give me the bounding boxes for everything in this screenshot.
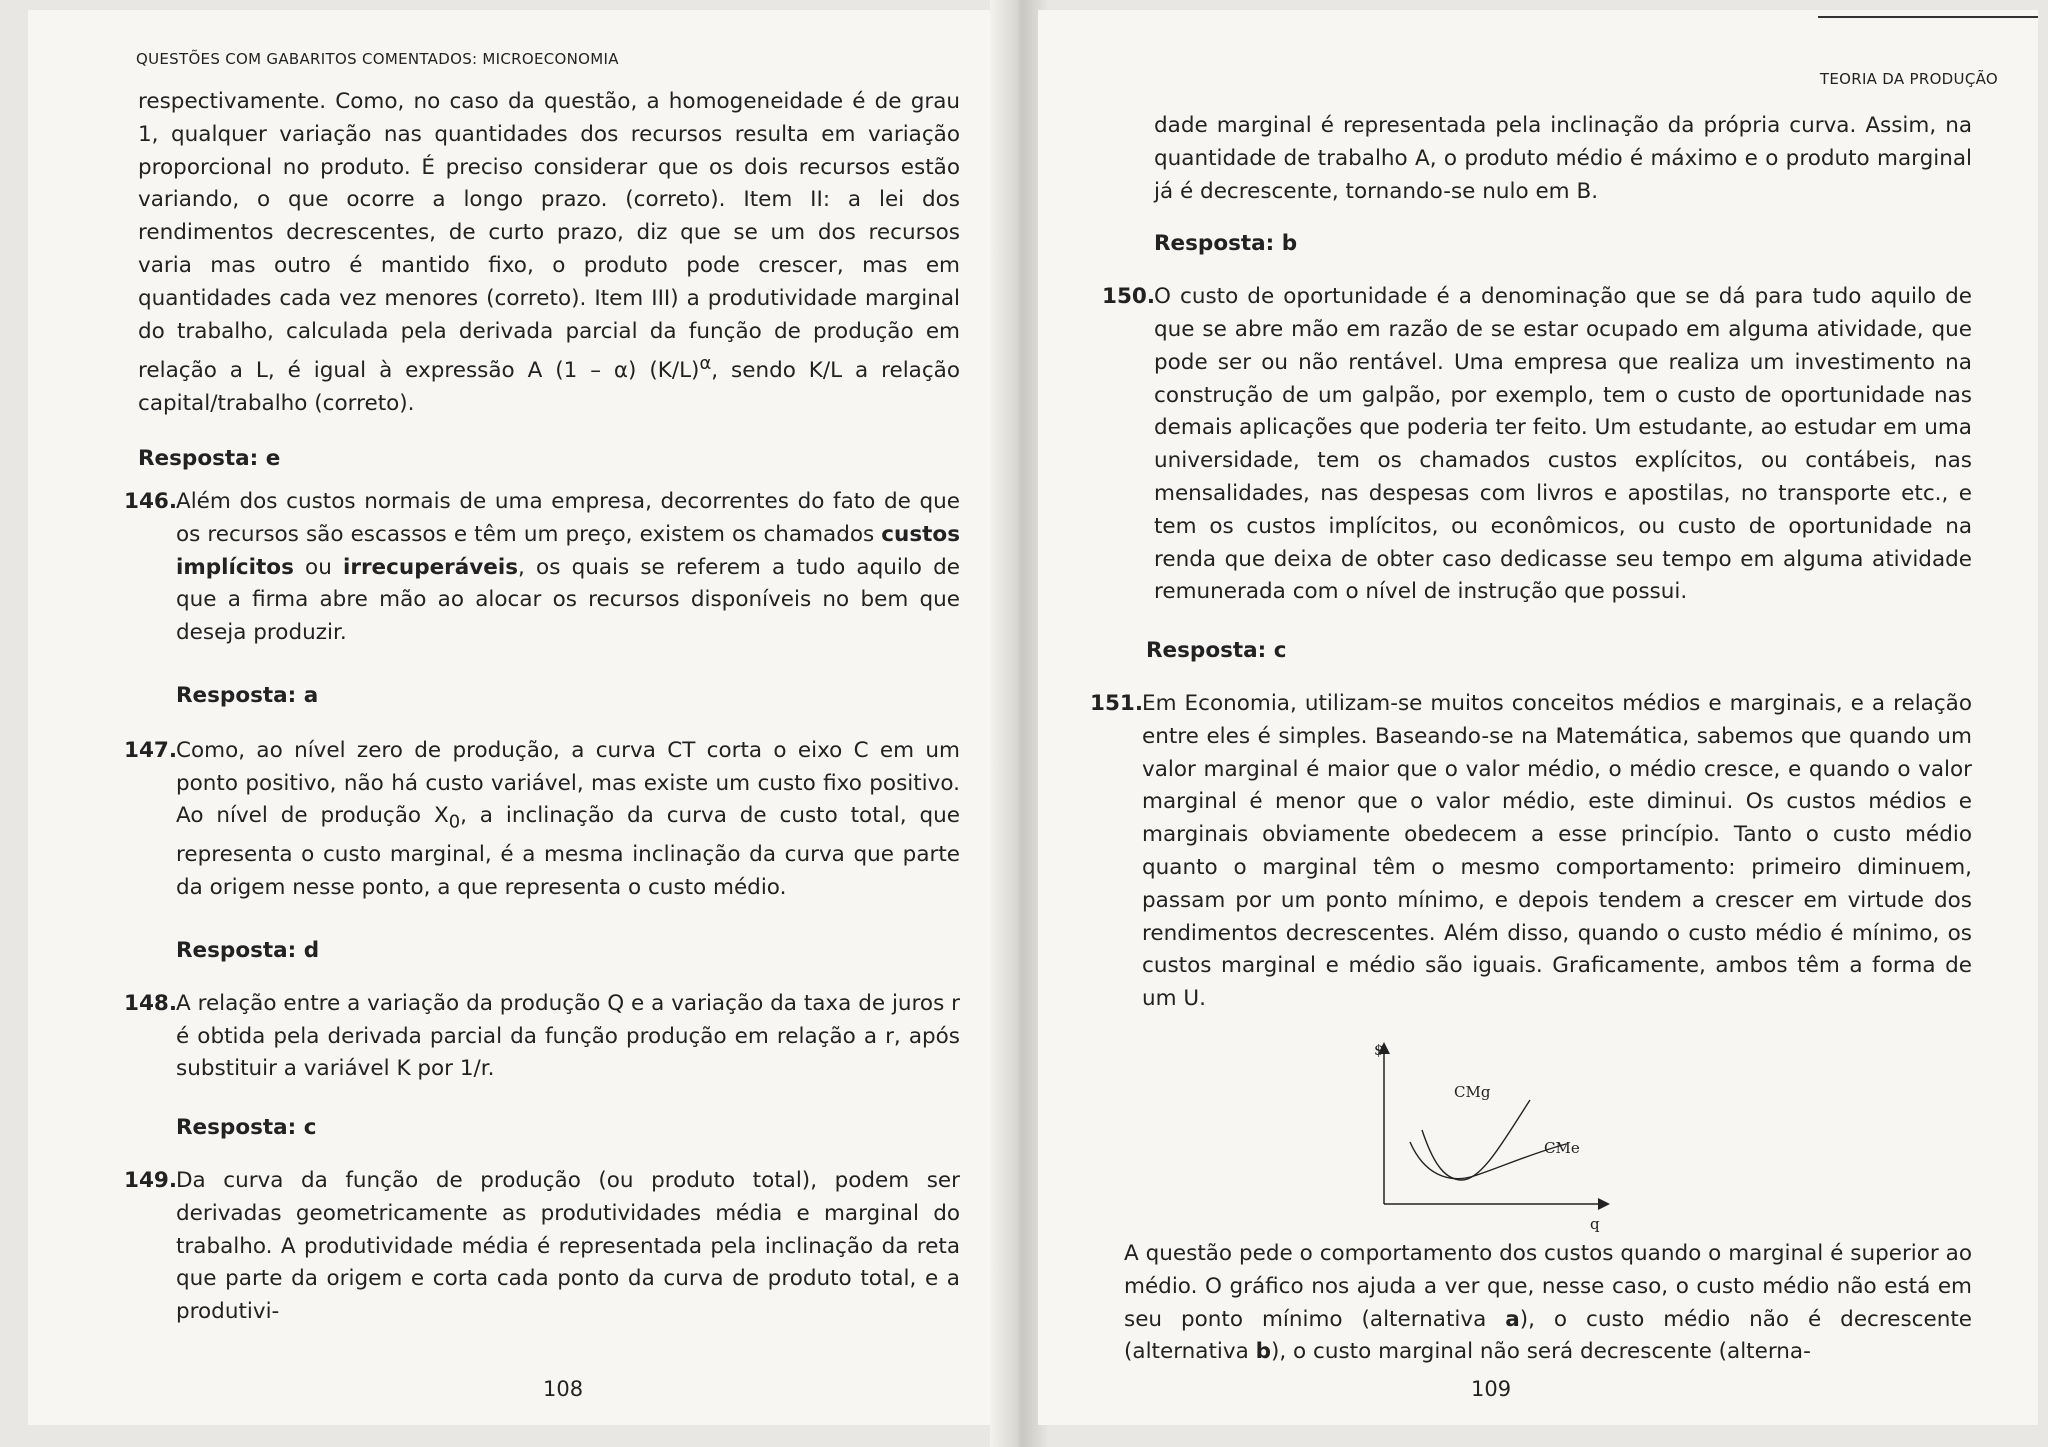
y-axis-label: $ — [1374, 1040, 1384, 1059]
text-part: ), o custo médio não é decrescente (alternativa — [1124, 1306, 1972, 1365]
text-part: ou — [293, 554, 343, 580]
bold-term: custos implícitos — [176, 521, 960, 580]
left-page-number: 108 — [543, 1377, 584, 1401]
question-number: 150. — [1102, 284, 1156, 310]
bold-term: a — [1505, 1306, 1520, 1332]
text-part: Como, ao nível zero de produção, a curva CT corta o eixo C em um ponto positivo, não há custo variável, mas existe um custo fixo positivo. Ao nível de produção X — [176, 737, 960, 829]
intro-answer: Resposta: e — [138, 446, 281, 472]
right-page — [1038, 10, 2038, 1425]
intro-paragraph — [138, 86, 960, 421]
right-running-header: TEORIA DA PRODUÇÃO — [1819, 70, 1998, 88]
x-axis-label: q — [1590, 1214, 1600, 1233]
question-text: Da curva da função de produção (ou produto total), podem ser derivadas geometricamente as produtividades média e marginal do trabalho. A produtividade média é representada pela inclinação da reta que parte da origem e corta cada ponto da curva de produto total, e a produtivi- — [176, 1167, 960, 1325]
question-149 — [124, 1165, 960, 1329]
text-part: A questão pede o comportamento dos custos quando o marginal é superior ao médio. O gráfico nos ajuda a ver que, nesse caso, o custo médio não está em seu ponto mínimo (alternativa — [1124, 1240, 1972, 1332]
answer-146: Resposta: a — [176, 682, 319, 708]
question-148 — [124, 988, 960, 1086]
right-page-content — [1090, 110, 1972, 1369]
question-150 — [1102, 281, 1972, 609]
question-text — [176, 486, 960, 650]
text-part: , os quais se referem a tudo aquilo de que a firma abre mão ao alocar os recursos disponíveis no bem que deseja produzir. — [176, 554, 960, 646]
bold-term: irrecuperáveis — [342, 554, 519, 580]
question-146 — [124, 486, 960, 650]
text-part: , a inclinação da curva de custo total, que representa o custo marginal, é a mesma inclinação da curva que parte da origem nesse ponto, a que representa o custo médio. — [176, 803, 960, 901]
continuation-answer: Resposta: b — [1154, 231, 1298, 257]
explanation-paragraph — [1124, 1238, 1972, 1369]
answer-150: Resposta: c — [1146, 638, 1287, 664]
marginal-cost-curve — [1422, 1100, 1530, 1180]
subscript: 0 — [448, 811, 461, 833]
question-number: 146. — [124, 488, 178, 514]
intro-tail: , sendo K/L a relação capital/trabalho (correto). — [138, 358, 960, 417]
question-text: A relação entre a variação da produção Q e a variação da taxa de juros r é obtida pela derivada parcial da função produção em relação a r, após substituir a variável K por 1/r. — [176, 990, 960, 1082]
question-text — [176, 735, 960, 905]
question-text: Em Economia, utilizam-se muitos conceitos médios e marginais, e a relação entre eles é simples. Baseando-se na Matemática, sabemos que quando um valor marginal é maior que o valor médio, o médio cresce, e quando o valor marginal é menor que o valor médio, este diminui. Os custos médios e marginais obviamente obedecem a esse princípio. Tanto o custo médio quanto o marginal têm o mesmo comportamento: primeiro diminuem, passam por um ponto mínimo, e depois tendem a crescer em virtude dos rendimentos decrescentes. Além disso, quando o custo médio é mínimo, os custos marginal e médio são iguais. Graficamente, ambos têm a forma de um U. — [1142, 690, 1972, 1012]
answer-148: Resposta: c — [176, 1115, 317, 1141]
question-number: 149. — [124, 1167, 178, 1193]
left-page-content — [124, 86, 960, 1329]
average-cost-curve — [1410, 1142, 1566, 1179]
text-part: Além dos custos normais de uma empresa, decorrentes do fato de que os recursos são escassos e têm um preço, existem os chamados — [176, 488, 960, 547]
header-rule — [1818, 16, 2038, 18]
left-page — [28, 10, 1000, 1425]
bold-term: b — [1255, 1339, 1271, 1365]
intro-text: respectivamente. Como, no caso da questão, a homogeneidade é de grau 1, qualquer variação nas quantidades dos recursos resulta em variação proporcional no produto. É preciso considerar que os dois recursos estão variando, o que ocorre a longo prazo. (correto). Item II: a lei dos rendimentos decrescentes, de curto prazo, diz que se um dos recursos varia mas outro é mantido fixo, o produto pode crescer, mas em quantidades cada vez menores (correto). Item III) a produtividade marginal do trabalho, calculada pela derivada parcial da função de produção em relação a L, é igual à expressão A (1 – α) (K/L) — [138, 89, 960, 384]
cmg-label: CMg — [1454, 1082, 1491, 1101]
question-147 — [124, 735, 960, 905]
question-number: 147. — [124, 737, 178, 763]
question-number: 151. — [1090, 690, 1144, 716]
cme-label: CMe — [1544, 1138, 1580, 1157]
continuation-paragraph: dade marginal é representada pela inclinação da própria curva. Assim, na quantidade de trabalho A, o produto médio é máximo e o produto marginal já é decrescente, tornando-se nulo em B. — [1154, 113, 1972, 204]
cost-curves-graph — [1354, 1034, 1614, 1233]
text-part: ), o custo marginal não será decrescente (alterna- — [1270, 1339, 1811, 1365]
question-151 — [1090, 688, 1972, 1016]
cost-curves-svg — [1354, 1034, 1614, 1224]
left-running-header: QUESTÕES COM GABARITOS COMENTADOS: MICROECONOMIA — [136, 50, 619, 68]
right-page-number: 109 — [1471, 1377, 1512, 1401]
question-number: 148. — [124, 990, 178, 1016]
intro-superscript: α — [699, 353, 712, 375]
question-text: O custo de oportunidade é a denominação que se dá para tudo aquilo de que se abre mão em razão de se estar ocupado em alguma atividade, que pode ser ou não rentável. Uma empresa que realiza um investimento na construção de um galpão, por exemplo, tem o custo de oportunidade nas demais aplicações que poderia ter feito. Um estudante, ao estudar em uma universidade, tem os chamados custos explícitos, ou contábeis, nas mensalidades, nas despesas com livros e apostilas, no transporte etc., e tem os custos implícitos, ou econômicos, ou custo de oportunidade na renda que deixa de obter caso dedicasse seu tempo em alguma atividade remunerada com o nível de instrução que possui. — [1154, 284, 1972, 605]
answer-147: Resposta: d — [176, 937, 320, 963]
question-body — [1142, 688, 1972, 1016]
